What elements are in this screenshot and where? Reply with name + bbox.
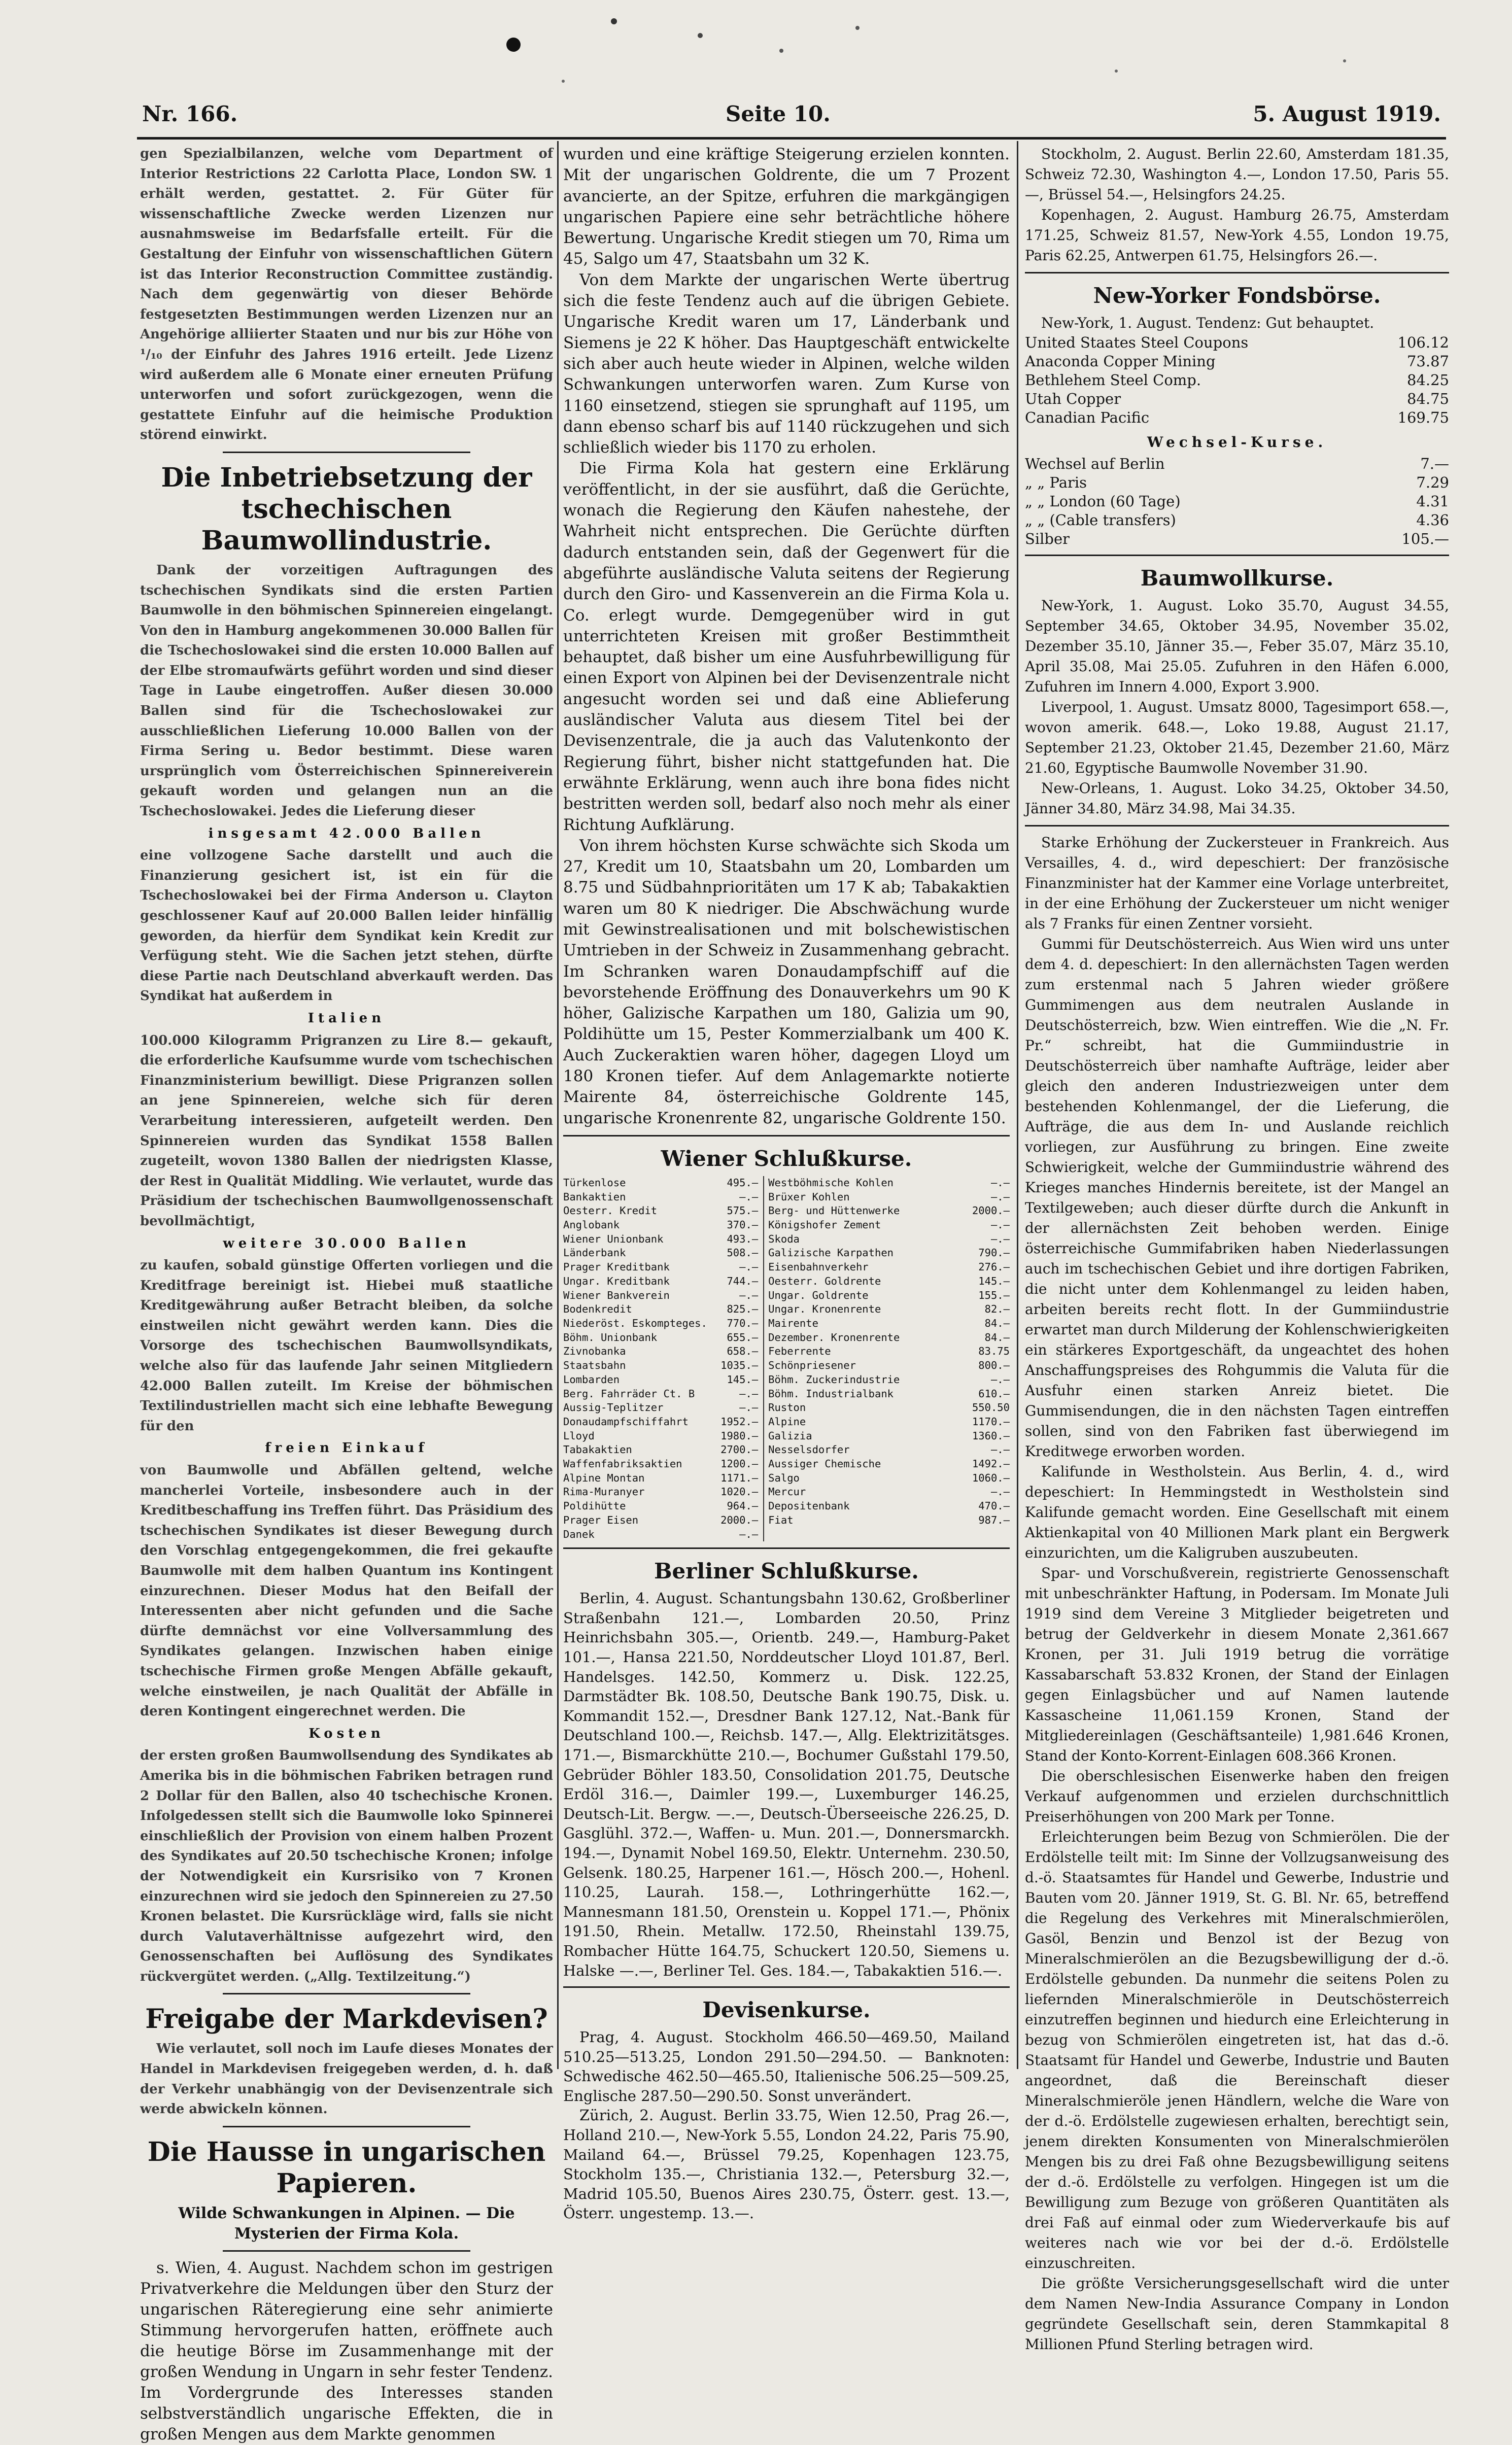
security-price: 145.— bbox=[978, 1275, 1010, 1287]
table-row bbox=[563, 1176, 1010, 1190]
divider bbox=[223, 1993, 470, 1994]
security-price: 1980.— bbox=[707, 1429, 764, 1443]
table-row bbox=[1025, 455, 1449, 473]
security-price: 1360.— bbox=[972, 1429, 1010, 1442]
table-row bbox=[563, 1457, 1010, 1471]
liverpool-cotton: Liverpool, 1. August. Umsatz 8000, Tagesimport 658.—, wovon amerik. 648.—, Loko 19.88, August 21.17, September 21.23, Oktober 21.45, Dezember 21.60, März 21.60, Egyptische Baumwolle November 31.90. bbox=[1025, 699, 1449, 776]
security-price: —.— bbox=[707, 1387, 764, 1401]
paragraph: der ersten großen Baumwollsendung des Syndikates ab Amerika bis in die böhmischen Fabriken betragen rund 2 Dollar für den Ballen, also 40 tschechische Kronen. Infolgedessen stellt sich die Baumwolle loko Spinnerei einschließlich der Provision von einem halben Prozent des Syndikates auf 20.50 tschechische Kronen; infolge der Notwendigkeit ein Kursrisiko von 7 Kronen einzurechnen wird sie jedoch den Spinnereien zu 27.50 Kronen belastet. Die Kursrückläge wird, falls sie nicht durch Valutaverhältnisse aufgezehrt wird, den Genossenschaften bei Auflösung des Syndikates rückvergütet werden. („Allg. Textilzeitung.“) bbox=[140, 1748, 553, 1984]
paragraph: zu kaufen, sobald günstige Offerten vorliegen und die Kreditfrage bereinigt ist. Hiebei muß staatliche Kreditgewährung außer Betracht bleiben, da solche einstweilen nicht gewährt werden kann. Dies die Vorsorge des tschechischen Baumwollsyndikats, welche also für das laufende Jahr seinen Mitgliedern 42.000 Ballen zuteilt. Im Kreise der böhmischen Textilindustriellen macht sich eine lebhafte Bewegung für den bbox=[140, 1258, 553, 1434]
table-row bbox=[563, 1471, 1010, 1486]
ny-stocks-table bbox=[1025, 333, 1449, 427]
headline-new-yorker-fondsboerse: New-Yorker Fondsbörse. bbox=[1093, 283, 1381, 308]
news-versicherung: Die größte Versicherungsgesellschaft wird die unter dem Namen New-India Assurance Company in London gegründete Gesellschaft sein, deren Stammkapital 8 Millionen Pfund Sterling betragen wird. bbox=[1025, 2275, 1449, 2353]
security-name: Ungar. Kreditbank bbox=[563, 1275, 670, 1287]
security-name: Rima-Muranyer bbox=[563, 1486, 645, 1498]
quote-name: Wechsel auf Berlin bbox=[1025, 455, 1165, 472]
security-price: 658.— bbox=[707, 1345, 764, 1359]
divider bbox=[1025, 272, 1449, 273]
print-specks bbox=[0, 0, 1512, 101]
table-row bbox=[1025, 333, 1449, 352]
paragraph: eine vollzogene Sache darstellt und auch die Finanzierung gesichert ist, ist ein für die Tschechoslowakei bei der Firma Anderson u. Clayton geschlossener Kauf auf 20.000 Ballen leider hinfällig geworden, da hierfür dem Syndikat kein Kredit zur Verfügung steht. Wie die Sachen jetzt stehen, dürfte diese Partie nach Deutschland abverkauft werden. Das Syndikat hat außerdem in bbox=[140, 848, 553, 1004]
quote-name: „ „ London (60 Tage) bbox=[1025, 493, 1181, 510]
security-name: Zivnobanka bbox=[563, 1345, 626, 1358]
security-price: 508.— bbox=[707, 1246, 764, 1260]
security-price: 1492.— bbox=[972, 1458, 1010, 1470]
security-name: Lombarden bbox=[563, 1373, 620, 1386]
paragraph: Von dem Markte der ungarischen Werte übertrug sich die feste Tendenz auch auf die übrigen Gebiete. Ungarische Kredit waren um 17, Länderbank und Siemens je 22 K höher. Das Hauptgeschäft entwickelte sich aber auch heute wieder in Alpinen, welche wilden Schwankungen unterworfen waren. Zum Kurse von 1160 einsetzend, stiegen sie sprunghaft auf 1195, um dann ebenso scharf bis auf 1140 rückzugehen und sich schließlich wieder bis 1170 zu erholen. bbox=[563, 270, 1010, 457]
security-price: 770.— bbox=[707, 1317, 764, 1331]
security-price: 1060.— bbox=[972, 1471, 1010, 1484]
headline-markdevisen: Freigabe der Markdevisen? bbox=[145, 2004, 548, 2035]
security-price: 800.— bbox=[978, 1359, 1010, 1372]
security-price: 276.— bbox=[978, 1261, 1010, 1273]
headline-baumwollindustrie: Die Inbetriebsetzung der tschechischen Baumwollindustrie. bbox=[161, 462, 532, 556]
wiener-quotes-table bbox=[563, 1176, 1010, 1541]
news-gummi: Gummi für Deutschösterreich. Aus Wien wird uns unter dem 4. d. depeschiert: In den allernächsten Tagen werden zum erstenmal nach 5 Jahren wieder größere Gummimengen aus dem neutralen Auslande in Deutschösterreich, bzw. Wien eintreffen. Wie die „N. Fr. Pr.“ schreibt, hat die Gummiindustrie in Deutschösterreich über namhafte Aufträge, leider aber gleich den anderen Industriezweigen unter dem bestehenden Kohlenmangel, der die Lieferung, die Aufträge, die aus dem In- und Auslande reichlich vorliegen, zur Ausführung zu bringen. Eine zweite Schwierigkeit, welche der Gummiindustrie während des Krieges manches Hindernis bereitete, ist der Mangel an Textilgeweben; auch dieser dürfte durch die Ankunft in der allernächsten Zeit behoben werden. Einige österreichische Gummifabriken haben Niederlassungen auch im tschechischen Gebiet und ihre dortigen Fabriken, die nicht unter dem Kohlenmangel zu leiden haben, arbeiten bereits recht flott. In der Gummiindustrie erwartet man durch Milderung der Kohlenschwierigkeiten ein stärkeres Exportgeschäft, da ungeachtet des hohen Anschaffungspreises des Rohgummis die Valuta für die Ausfuhr einen starken Anreiz bietet. Die Gummisendungen, die in den nächsten Tagen eintreffen sollen, sind von den Fabriken fast überwiegend im Kreditwege erworben worden. bbox=[1025, 936, 1449, 1460]
table-row bbox=[1025, 473, 1449, 492]
security-name: Bankaktien bbox=[563, 1190, 626, 1203]
security-price: 1020.— bbox=[707, 1485, 764, 1499]
table-row bbox=[1025, 371, 1449, 390]
security-name: Türkenlose bbox=[563, 1176, 626, 1189]
quote-value: 106.12 bbox=[1397, 334, 1449, 351]
paragraph: von Baumwolle und Abfällen geltend, welche mancherlei Vorteile, insbesondere auch in der Kreditbeschaffung ins Treffen führt. Das Präsidium des tschechischen Syndikates ist dieser Bewegung durch den Vorschlag entgegengekommen, die frei gekaufte Baumwolle mit dem halben Quantum ins Kontingent einzurechnen. Dieser Modus hat den Beifall der Interessenten aber nicht gefunden und die Sache dürfte demnächst vor eine Vollversammlung des Syndikates gelangen. Inzwischen haben einige tschechische Firmen große Mengen Abfälle gekauft, welche einstweilen, je nach Qualität der Abfälle in deren Kontingent eingerechnet werden. Die bbox=[140, 1463, 553, 1719]
security-price: 744.— bbox=[707, 1275, 764, 1289]
kopenhagen-quotes: Kopenhagen, 2. August. Hamburg 26.75, Amsterdam 171.25, Schweiz 81.57, New-York 4.55, London 19.75, Paris 62.25, Antwerpen 61.75, Helsingfors 26.—. bbox=[1025, 206, 1449, 264]
security-name: Aussig-Teplitzer bbox=[563, 1401, 664, 1414]
security-price: 2000.— bbox=[972, 1204, 1010, 1217]
table-row bbox=[563, 1401, 1010, 1415]
ny-cotton: New-York, 1. August. Loko 35.70, August 34.55, September 34.65, Oktober 34.95, November 35.02, Dezember 35.10, Jänner 35.—, Feber 35.07, März 35.10, April 35.08, Mai 25.05. Zufuhren in den Häfen 6.000, Zufuhren im Innern 4.000, Export 3.900. bbox=[1025, 597, 1449, 695]
page-number: Seite 10. bbox=[726, 101, 831, 126]
security-name: Prager Kreditbank bbox=[563, 1261, 670, 1273]
stockholm-quotes: Stockholm, 2. August. Berlin 22.60, Amsterdam 181.35, Schweiz 72.30, Washington 4.—, London 17.50, Paris 55.—, Brüssel 54.—, Helsingfors 24.25. bbox=[1025, 146, 1449, 203]
headline-hausse: Die Hausse in ungarischen Papieren. bbox=[147, 2136, 546, 2199]
paragraph: wurden und eine kräftige Steigerung erzielen konnten. Mit der ungarischen Goldrente, die um 7 Prozent avancierte, an der Spitze, erfuhren die markgängigen ungarischen Papiere eine sehr beträchtliche höhere Bewertung. Ungarische Kredit stiegen um 70, Rima um 45, Salgo um 47, Staatsbahn um 32 K. bbox=[563, 145, 1010, 268]
quote-value: 84.25 bbox=[1406, 371, 1449, 389]
security-price: 493.— bbox=[707, 1232, 764, 1247]
news-zuckersteuer: Starke Erhöhung der Zuckersteuer in Frankreich. Aus Versailles, 4. d., wird depeschiert: Der französische Finanzminister hat der Kammer eine Vorlage unterbreitet, in der eine Erhöhung der Zuckersteuer um nicht weniger als 7 Franks für einen Zentner vorsieht. bbox=[1025, 834, 1449, 932]
security-name: Aussiger Chemische bbox=[768, 1458, 881, 1470]
security-price bbox=[954, 1528, 1010, 1542]
security-name: Bodenkredit bbox=[563, 1303, 632, 1316]
divider bbox=[563, 1986, 1010, 1988]
table-row bbox=[563, 1275, 1010, 1289]
security-name bbox=[764, 1528, 954, 1542]
security-price: —.— bbox=[707, 1528, 764, 1542]
table-row bbox=[1025, 530, 1449, 548]
table-row bbox=[563, 1345, 1010, 1359]
table-row bbox=[563, 1260, 1010, 1275]
security-name: Mercur bbox=[768, 1486, 806, 1498]
headline-wiener-schlusskurse: Wiener Schlußkurse. bbox=[661, 1146, 912, 1171]
table-row bbox=[563, 1528, 1010, 1542]
security-price: 575.— bbox=[707, 1204, 764, 1218]
column-1 bbox=[140, 144, 553, 2443]
security-price: 83.75 bbox=[978, 1345, 1010, 1358]
security-name: Wiener Bankverein bbox=[563, 1289, 670, 1301]
security-name: Böhm. Zuckerindustrie bbox=[768, 1373, 900, 1386]
security-price: —.— bbox=[707, 1289, 764, 1303]
divider bbox=[223, 2126, 470, 2127]
security-name: Brüxer Kohlen bbox=[768, 1190, 850, 1203]
security-price: —.— bbox=[990, 1219, 1010, 1231]
security-name: Galizische Karpathen bbox=[768, 1247, 894, 1259]
page-header bbox=[137, 101, 1446, 135]
security-price: —.— bbox=[990, 1443, 1010, 1456]
quote-name: Canadian Pacific bbox=[1025, 409, 1150, 426]
table-row bbox=[563, 1387, 1010, 1401]
security-name: Oesterr. Goldrente bbox=[768, 1275, 881, 1287]
security-name: Staatsbahn bbox=[563, 1359, 626, 1372]
paragraph: Von ihrem höchsten Kurse schwächte sich Skoda um 27, Kredit um 10, Staatsbahn um 20, Lombarden um 8.75 und Südbahnprioritäten um 17 K ab; Tabakaktien waren um 80 K niedriger. Die Abschwächung wurde mit Gewinstrealisationen und mit bolschewistischen Umtrieben in der Schweiz in Zusammenhang gebracht. Im Schranken waren Donaudampfschiff auf die bevorstehende Eröffnung des Donauverkehrs um 90 K höher, Galizische Karpathen um 180, Galizia um 90, Poldihütte um 15, Pester Kommerzialbank um 400 K. Auch Zuckeraktien waren höher, dagegen Lloyd um 180 Kronen tiefer. Auf dem Anlagemarkte notierte Mairente 84, österreichische Goldrente 145, ungarische Kronenrente 82, ungarische Goldrente 150. bbox=[563, 836, 1010, 1127]
security-price: 84.— bbox=[984, 1317, 1010, 1329]
security-price: 84.— bbox=[984, 1331, 1010, 1344]
section-label: Wechsel-Kurse. bbox=[1147, 434, 1327, 451]
security-name: Berg- und Hüttenwerke bbox=[768, 1204, 900, 1217]
security-name: Poldihütte bbox=[563, 1500, 626, 1512]
security-price: 1035.— bbox=[707, 1359, 764, 1373]
security-price: —.— bbox=[707, 1401, 764, 1415]
issue-date: 5. August 1919. bbox=[1253, 101, 1441, 126]
divider bbox=[563, 1547, 1010, 1549]
security-name: Eisenbahnverkehr bbox=[768, 1261, 869, 1273]
security-name: Böhm. Industrialbank bbox=[768, 1387, 894, 1400]
security-price: 610.— bbox=[978, 1387, 1010, 1400]
section-label: freien Einkauf bbox=[265, 1440, 428, 1456]
security-name: Lloyd bbox=[563, 1429, 595, 1442]
security-price: 655.— bbox=[707, 1331, 764, 1345]
subheadline: Wilde Schwankungen in Alpinen. — Die Mysterien der Firma Kola. bbox=[178, 2204, 515, 2243]
security-name: Schönpriesener bbox=[768, 1359, 856, 1372]
table-row bbox=[563, 1415, 1010, 1429]
table-row bbox=[563, 1317, 1010, 1331]
paragraph: Wie verlautet, soll noch im Laufe dieses Monates der Handel in Markdevisen freigegeben werden, d. h. daß der Verkehr unabhängig von der Devisenzentrale sich werde abwickeln können. bbox=[140, 2041, 553, 2117]
security-name: Dezember. Kronenrente bbox=[768, 1331, 900, 1344]
security-price: —.— bbox=[707, 1260, 764, 1275]
security-name: Böhm. Unionbank bbox=[563, 1331, 658, 1344]
security-name: Wiener Unionbank bbox=[563, 1232, 664, 1245]
berlin-quotes: Berlin, 4. August. Schantungsbahn 130.62, Großberliner Straßenbahn 121.—, Lombarden 20.50, Prinz Heinrichsbahn 305.—, Orientb. 249.—, Hamburg-Paket 101.—, Hansa 221.50, Norddeutscher Lloyd 101.87, Berl. Handelsges. 142.50, Kommerz u. Disk. 122.25, Darmstädter Bk. 108.50, Deutsche Bank 190.75, Disk. u. Kommandit 152.—, Dresdner Bank 127.12, Nat.-Bank für Deutschland 100.—, Reichsb. 147.—, Allg. Elektrizitätsges. 171.—, Bismarckhütte 210.—, Bochumer Gußstahl 179.50, Gebrüder Böhler 183.50, Consolidation 201.75, Deutsche Erdöl 316.—, Daimler 199.—, Luxemburger 146.25, Deutsch-Lit. Bergw. —.—, Deutsch-Überseeische 226.25, D. Gasglühl. 372.—, Waffen- u. Mun. 201.—, Donnersmarckh. 194.—, Dynamit Nobel 169.50, Elektr. Unternehm. 230.50, Gelsenk. 180.25, Harpener 161.—, Hösch 200.—, Hohenl. 110.25, Laurah. 158.—, Lothringerhütte 162.—, Mannesmann 181.50, Orenstein u. Koppel 171.—, Phönix 191.50, Rhein. Metallw. 172.50, Rheinstahl 139.75, Rombacher Hütte 164.75, Schuckert 120.50, Siemens u. Halske —.—, Berliner Tel. Ges. 184.—, Tabakaktien 516.—. bbox=[563, 1590, 1010, 1979]
security-name: Danek bbox=[563, 1528, 595, 1540]
security-price: 2000.— bbox=[707, 1513, 764, 1528]
security-name: Galizia bbox=[768, 1429, 812, 1442]
headline-berliner-schlusskurse: Berliner Schlußkurse. bbox=[654, 1559, 919, 1584]
security-name: Alpine bbox=[768, 1415, 806, 1428]
security-price: 1170.— bbox=[972, 1415, 1010, 1428]
table-row bbox=[1025, 352, 1449, 371]
security-price: 790.— bbox=[978, 1247, 1010, 1259]
security-name: Ruston bbox=[768, 1401, 806, 1414]
quote-value: 4.31 bbox=[1416, 493, 1449, 510]
security-price: 1952.— bbox=[707, 1415, 764, 1429]
security-price: —.— bbox=[990, 1373, 1010, 1386]
news-sparverein: Spar- und Vorschußverein, registrierte Genossenschaft mit unbeschränkter Haftung, in Podersam. Im Monate Juli 1919 sind dem Vereine 3 Mitglieder beigetreten und betrug der Geldverkehr in diesem Monate 2,361.667 Kronen, per 31. Juli 1919 betrug die vorrätige Kassabarschaft 53.832 Kronen, der Stand der Einlagen gegen Einlagsbücher und auf Namen lautende Kassascheine 11,061.159 Kronen, Stand der Mitgliedereinlagen (Geschäftsanteile) 1,981.646 Kronen, Stand der Konto-Korrent-Einlagen 608.366 Kronen. bbox=[1025, 1565, 1449, 1764]
security-price: 1200.— bbox=[707, 1457, 764, 1471]
security-price: 2700.— bbox=[707, 1443, 764, 1457]
security-price: 550.50 bbox=[972, 1401, 1010, 1414]
news-eisenwerke: Die oberschlesischen Eisenwerke haben den freigen Verkauf aufgenommen und erzielen durchschnittlich Preiserhöhungen von 200 Mark per Tonne. bbox=[1025, 1768, 1449, 1825]
table-row bbox=[563, 1359, 1010, 1373]
table-row bbox=[1025, 492, 1449, 511]
table-row bbox=[563, 1218, 1010, 1232]
table-row bbox=[563, 1499, 1010, 1513]
quote-name: Anaconda Copper Mining bbox=[1025, 353, 1216, 370]
security-name: Mairente bbox=[768, 1317, 818, 1329]
section-label: Italien bbox=[307, 1010, 386, 1026]
security-price: 964.— bbox=[707, 1499, 764, 1513]
paragraph: Dank der vorzeitigen Auftragungen des tschechischen Syndikats sind die ersten Partien Baumwolle in den böhmischen Spinnereien eingelangt. Von den in Hamburg angekommenen 30.000 Ballen für die Tschechoslowakei sind die ersten 10.000 Ballen auf der Elbe stromaufwärts geführt worden und sind dieser Tage in Laube eingetroffen. Außer diesen 30.000 Ballen sind für die Tschechoslowakei zur ausschließlichen Lieferung 10.000 Ballen von der Firma Sering u. Bedor bestimmt. Diese waren ursprünglich vom Österreichischen Spinnereiverein gekauft worden und gelangen nun an die Tschechoslowakei. Jedes die Lieferung dieser bbox=[140, 562, 553, 819]
headline-devisenkurse: Devisenkurse. bbox=[702, 1998, 871, 2023]
column-2 bbox=[563, 144, 1010, 2222]
header-rule bbox=[137, 137, 1446, 140]
table-row bbox=[1025, 390, 1449, 408]
security-price: —.— bbox=[990, 1176, 1010, 1189]
security-price: —.— bbox=[990, 1486, 1010, 1498]
security-name: Nesselsdorfer bbox=[768, 1443, 850, 1456]
news-kalifunde: Kalifunde in Westholstein. Aus Berlin, 4. d., wird depeschiert: In Hemmingstedt in Westholstein sind Kalifunde gemacht worden. Eine Gesellschaft mit einem Aktienkapital von 40 Millionen Mark plant ein Bergwerk einzurichten, um die Kaligruben auszubeuten. bbox=[1025, 1463, 1449, 1561]
security-price: —.— bbox=[990, 1190, 1010, 1203]
table-row bbox=[1025, 408, 1449, 427]
section-label: weitere 30.000 Ballen bbox=[223, 1235, 470, 1251]
table-row bbox=[563, 1331, 1010, 1345]
table-row bbox=[563, 1373, 1010, 1387]
table-row bbox=[563, 1190, 1010, 1204]
table-row bbox=[1025, 511, 1449, 530]
quote-value: 73.87 bbox=[1406, 353, 1449, 370]
quote-name: „ „ (Cable transfers) bbox=[1025, 511, 1176, 529]
quote-name: „ „ Paris bbox=[1025, 474, 1087, 491]
security-name: Salgo bbox=[768, 1471, 800, 1484]
security-name: Berg. Fahrräder Ct. B bbox=[563, 1387, 695, 1400]
security-name: Oesterr. Kredit bbox=[563, 1204, 658, 1217]
security-name: Ungar. Kronenrente bbox=[768, 1303, 881, 1316]
divider bbox=[1025, 555, 1449, 556]
table-row bbox=[563, 1443, 1010, 1457]
security-price: —.— bbox=[990, 1232, 1010, 1245]
security-price: —.— bbox=[707, 1190, 764, 1204]
table-row bbox=[563, 1513, 1010, 1528]
quote-name: Silber bbox=[1025, 530, 1070, 547]
quote-value: 7.29 bbox=[1416, 474, 1449, 491]
column-separator-1 bbox=[557, 141, 559, 2069]
column-3 bbox=[1025, 144, 1449, 2353]
table-row bbox=[563, 1289, 1010, 1303]
table-row bbox=[563, 1302, 1010, 1317]
headline-baumwollkurse: Baumwollkurse. bbox=[1140, 566, 1334, 591]
paragraph: Die Firma Kola hat gestern eine Erklärung veröffentlicht, in der sie ausführt, daß die Gerüchte, wonach die Regierung den Käufen nahestehe, der Wahrheit nicht entsprechen. Die Gerüchte dürften dadurch entstanden sein, daß der Gegenwert für die abgeführte ausländische Valuta seitens der Regierung durch den Giro- und Kassenverein an die Firma Kola u. Co. erlegt wurde. Demgegenüber wird in gut unterrichteten Kreisen mit großer Bestimmtheit behauptet, daß bisher um eine Ausfuhrbewilligung für einen Export von Alpinen bei der Devisenzentrale nicht angesucht worden sei und daß eine Ablieferung ausländischer Valuta aus diesem Titel bei der Devisenzentrale, die ja auch das Valutenkonto der Regierung führt, bisher nicht stattgefunden hat. Die erwähnte Erklärung, wenn auch ihre bona fides nicht bestritten werden soll, bedarf also noch mehr als einer Richtung Aufklärung. bbox=[563, 459, 1010, 834]
security-name: Donaudampfschiffahrt bbox=[563, 1415, 689, 1428]
security-price: 987.— bbox=[978, 1513, 1010, 1526]
quote-value: 105.— bbox=[1401, 530, 1449, 547]
quote-value: 7.— bbox=[1420, 455, 1449, 472]
table-row bbox=[563, 1246, 1010, 1260]
ny-tendenz: New-York, 1. August. Tendenz: Gut behauptet. bbox=[1041, 315, 1374, 331]
paragraph: s. Wien, 4. August. Nachdem schon im gestrigen Privatverkehre die Meldungen über den Sturz der ungarischen Räteregierung eine sehr animierte Stimmung hervorgerufen hatten, eröffnete auch die heutige Börse im Zusammenhange mit der großen Wendung in Ungarn in sehr fester Tendenz. Im Vordergrunde des Interesses standen selbstverständlich ungarische Effekten, die in großen Mengen aus dem Markte genommen bbox=[140, 2258, 553, 2443]
news-schmieroele: Erleichterungen beim Bezug von Schmierölen. Die der Erdölstelle teilt mit: Im Sinne der Vollzugsanweisung des d.-ö. Staatsamtes für Handel und Gewerbe, Industrie und Bauten vom 20. Jänner 1919, St. G. Bl. Nr. 65, betreffend die Regelung des Verkehres mit Mineralschmierölen, Gasöl, Benzin und Benzol ist der Bezug von Mineralschmierölen an die Bezugsbewilligung der d.-ö. Erdölstelle gebunden. Da nunmehr die seitens Polen zu liefernden Mineralschmieröle in Deutschösterreich einzutreffen beginnen und hiedurch eine Erleichterung in bezug von Schmierölen eingetreten ist, hat das d.-ö. Staatsamt für Handel und Gewerbe, Industrie und Bauten angeordnet, daß die Bereinschaft dieser Mineralschmieröle jenen Händlern, welche die Ware von der d.-ö. Erdölstelle zugewiesen erhalten, berechtigt sein, jenem direkten Konsumenten von Mineralschmierölen Mengen bis zu drei Faß ohne Bezugsbewilligung seitens der d.-ö. Erdölstelle zu verfolgen. Hingegen ist um die Bewilligung zum Bezuge von größeren Quantitäten als drei Faß auf einmal oder zum Wiederverkaufe bis auf weiteres nach wie vor bei der d.-ö. Erdölstelle einzuschreiten. bbox=[1025, 1829, 1449, 2271]
security-name: Anglobank bbox=[563, 1219, 620, 1231]
quote-value: 84.75 bbox=[1406, 390, 1449, 407]
divider bbox=[563, 1135, 1010, 1137]
quote-value: 169.75 bbox=[1397, 409, 1449, 426]
quote-name: Bethlehem Steel Comp. bbox=[1025, 371, 1201, 389]
section-label: Kosten bbox=[308, 1726, 385, 1741]
divider bbox=[1025, 825, 1449, 827]
table-row bbox=[563, 1485, 1010, 1499]
column-separator-2 bbox=[1017, 141, 1018, 2069]
security-name: Tabakaktien bbox=[563, 1443, 632, 1456]
security-name: Fiat bbox=[768, 1513, 794, 1526]
security-name: Skoda bbox=[768, 1232, 800, 1245]
paragraph: 100.000 Kilogramm Prigranzen zu Lire 8.— gekauft, die erforderliche Kaufsumme wurde vom tschechischen Finanzministerium bewilligt. Diese Prigranzen sollen an jene Spinnereien, welche sich für deren Verarbeitung interessieren, aufgeteilt werden. Den Spinnereien wurden das Syndikat 1558 Ballen zugeteilt, wovon 1380 Ballen der niedrigsten Klasse, der Rest in Qualität Middling. Wie verlautet, wurde das Präsidium der tschechischen Baumwollgenossenschaft bevollmächtigt, bbox=[140, 1032, 553, 1229]
security-name: Prager Eisen bbox=[563, 1513, 639, 1526]
orleans-cotton: New-Orleans, 1. August. Loko 34.25, Oktober 34.50, Jänner 34.80, März 34.98, Mai 34.35. bbox=[1025, 780, 1449, 817]
zurich-devisen: Zürich, 2. August. Berlin 33.75, Wien 12.50, Prag 26.—, Holland 210.—, New-York 5.55, London 24.22, Paris 75.90, Mailand 64.—, Brüssel 79.25, Kopenhagen 123.75, Stockholm 135.—, Christiania 132.—, Petersburg 32.—, Madrid 105.50, Buenos Aires 230.75, Österr. gest. 13.—, Österr. ungestemp. 13.—. bbox=[563, 2107, 1010, 2222]
security-name: Alpine Montan bbox=[563, 1471, 645, 1484]
security-name: Waffenfabriksaktien bbox=[563, 1458, 682, 1470]
security-price: 145.— bbox=[707, 1373, 764, 1387]
table-row bbox=[563, 1232, 1010, 1247]
section-label: insgesamt 42.000 Ballen bbox=[208, 825, 485, 841]
security-price: 1171.— bbox=[707, 1471, 764, 1486]
security-price: 825.— bbox=[707, 1302, 764, 1317]
security-price: 155.— bbox=[978, 1289, 1010, 1301]
article-intro: gen Spezialbilanzen, welche vom Department of Interior Restrictions 22 Carlotta Place, London SW. 1 erhält werden, gestattet. 2. Für Güter für wissenschaftliche Zwecke werden Lizenzen nur ausnahmsweise im Bedarfsfalle erteilt. Für die Gestaltung der Einfuhr von wissenschaftlichen Gütern ist das Interior Reconstruction Committee zuständig. Nach dem gegenwärtig von dieser Behörde festgesetzten Bestimmungen werden Lizenzen nur an Angehörige alliierter Staaten und nur bis zur Höhe von ¹/₁₀ der Einfuhr des Jahres 1916 erteilt. Jede Lizenz wird außerdem alle 6 Monate einer erneuten Prüfung unterworfen und sofort zurückgezogen, wenn die gestattete Einfuhr auf die heimische Produktion störend einwirkt. bbox=[140, 146, 553, 443]
table-row bbox=[563, 1429, 1010, 1443]
security-price: 470.— bbox=[978, 1500, 1010, 1512]
security-price: 82.— bbox=[984, 1303, 1010, 1316]
wechsel-table bbox=[1025, 455, 1449, 548]
security-name: Feberrente bbox=[768, 1345, 831, 1358]
issue-number: Nr. 166. bbox=[142, 101, 238, 126]
security-name: Depositenbank bbox=[768, 1500, 850, 1512]
divider bbox=[223, 452, 470, 453]
security-name: Ungar. Goldrente bbox=[768, 1289, 869, 1301]
quote-name: United Staates Steel Coupons bbox=[1025, 334, 1249, 351]
security-price: 495.— bbox=[707, 1176, 764, 1190]
quote-name: Utah Copper bbox=[1025, 390, 1121, 407]
security-name: Länderbank bbox=[563, 1247, 626, 1259]
table-row bbox=[563, 1204, 1010, 1218]
security-price: 370.— bbox=[707, 1218, 764, 1232]
security-name: Königshofer Zement bbox=[768, 1219, 881, 1231]
security-name: Niederöst. Eskompteges. bbox=[563, 1317, 707, 1329]
divider bbox=[223, 2250, 470, 2252]
quote-value: 4.36 bbox=[1416, 511, 1449, 529]
security-name: Westböhmische Kohlen bbox=[768, 1176, 894, 1189]
prag-devisen: Prag, 4. August. Stockholm 466.50—469.50, Mailand 510.25—513.25, London 291.50—294.50. — Banknoten: Schwedische 462.50—465.50, Italienische 506.25—509.25, Englische 287.50—290.50. Sonst unverändert. bbox=[563, 2028, 1010, 2105]
